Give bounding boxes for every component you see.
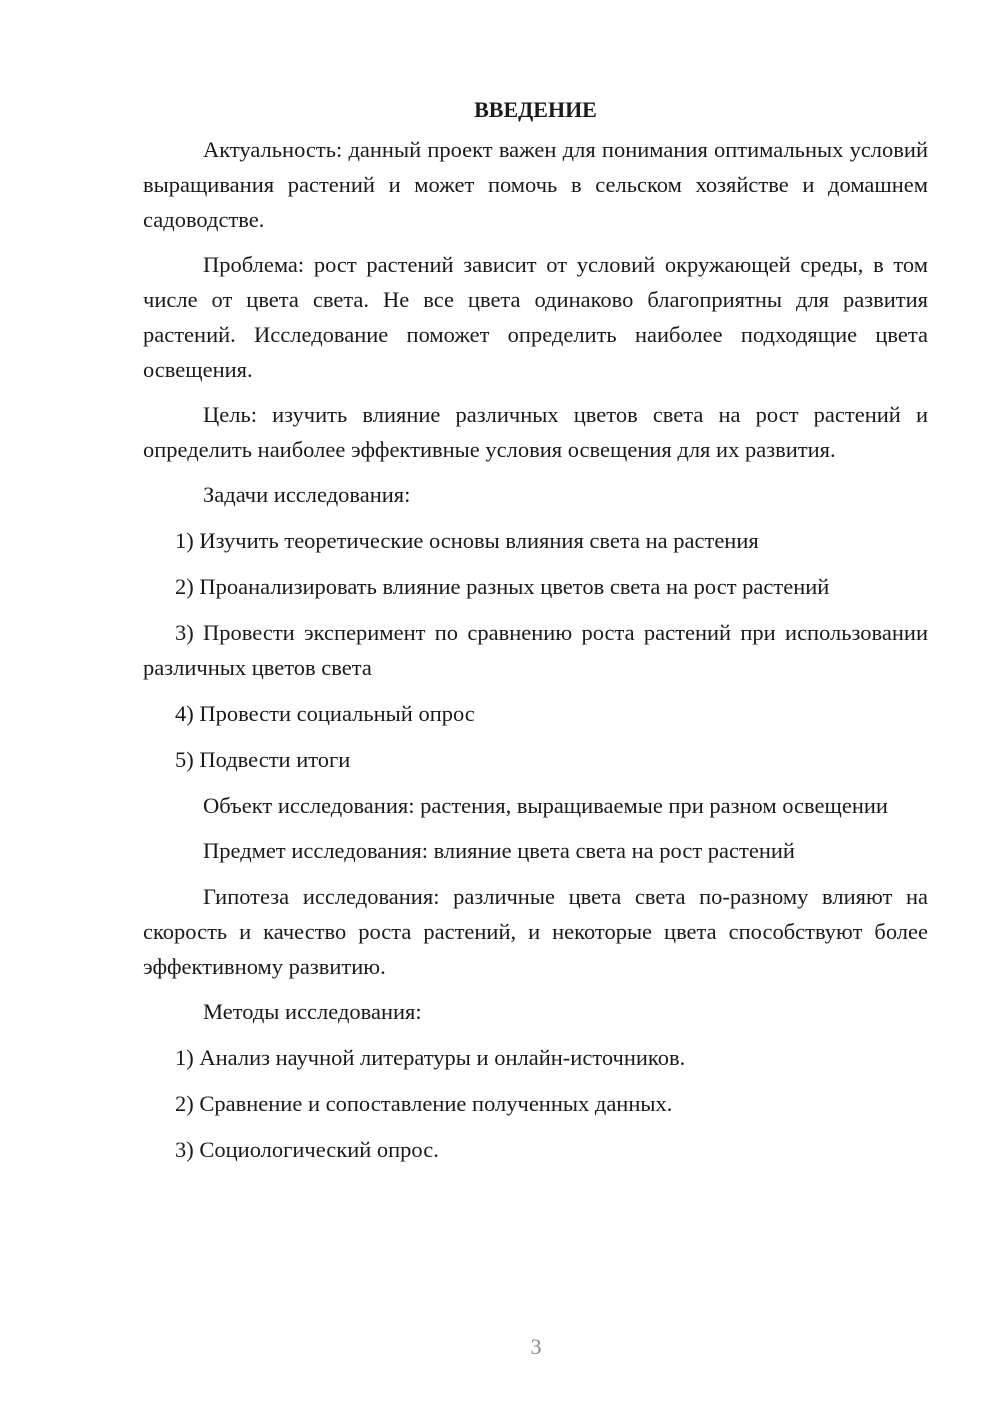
- tasks-heading: Задачи исследования:: [203, 482, 411, 507]
- task-item: 3) Провести эксперимент по сравнению роста растений при использовании различных цветов света: [143, 620, 928, 680]
- task-item: 4) Провести социальный опрос: [175, 701, 475, 726]
- problem-paragraph: Проблема: рост растений зависит от условий окружающей среды, в том числе от цвета света. Не все цвета одинаково благоприятны для развития растений. Исследование поможет определить наиболее подходящие цвета освещения.: [143, 252, 928, 382]
- page-number: 3: [530, 1334, 542, 1359]
- method-item: 3) Социологический опрос.: [175, 1137, 439, 1162]
- method-item: 2) Сравнение и сопоставление полученных данных.: [175, 1091, 673, 1116]
- task-item: 1) Изучить теоретические основы влияния света на растения: [175, 528, 759, 553]
- task-item: 2) Проанализировать влияние разных цветов света на рост растений: [175, 574, 830, 599]
- method-item: 1) Анализ научной литературы и онлайн-источников.: [175, 1045, 686, 1070]
- task-item: 5) Подвести итоги: [175, 747, 351, 772]
- object-paragraph: Объект исследования: растения, выращиваемые при разном освещении: [203, 793, 888, 818]
- subject-paragraph: Предмет исследования: влияние цвета света на рост растений: [203, 838, 795, 863]
- methods-heading: Методы исследования:: [203, 999, 422, 1024]
- relevance-paragraph: Актуальность: данный проект важен для понимания оптимальных условий выращивания растений и может помочь в сельском хозяйстве и домашнем садоводстве.: [143, 137, 928, 232]
- page-content: [143, 92, 928, 1178]
- hypothesis-paragraph: Гипотеза исследования: различные цвета света по-разному влияют на скорость и качество роста растений, и некоторые цвета способствуют более эффективному развитию.: [143, 884, 928, 979]
- section-title: ВВЕДЕНИЕ: [474, 97, 597, 122]
- goal-paragraph: Цель: изучить влияние различных цветов света на рост растений и определить наиболее эффективные условия освещения для их развития.: [143, 402, 928, 462]
